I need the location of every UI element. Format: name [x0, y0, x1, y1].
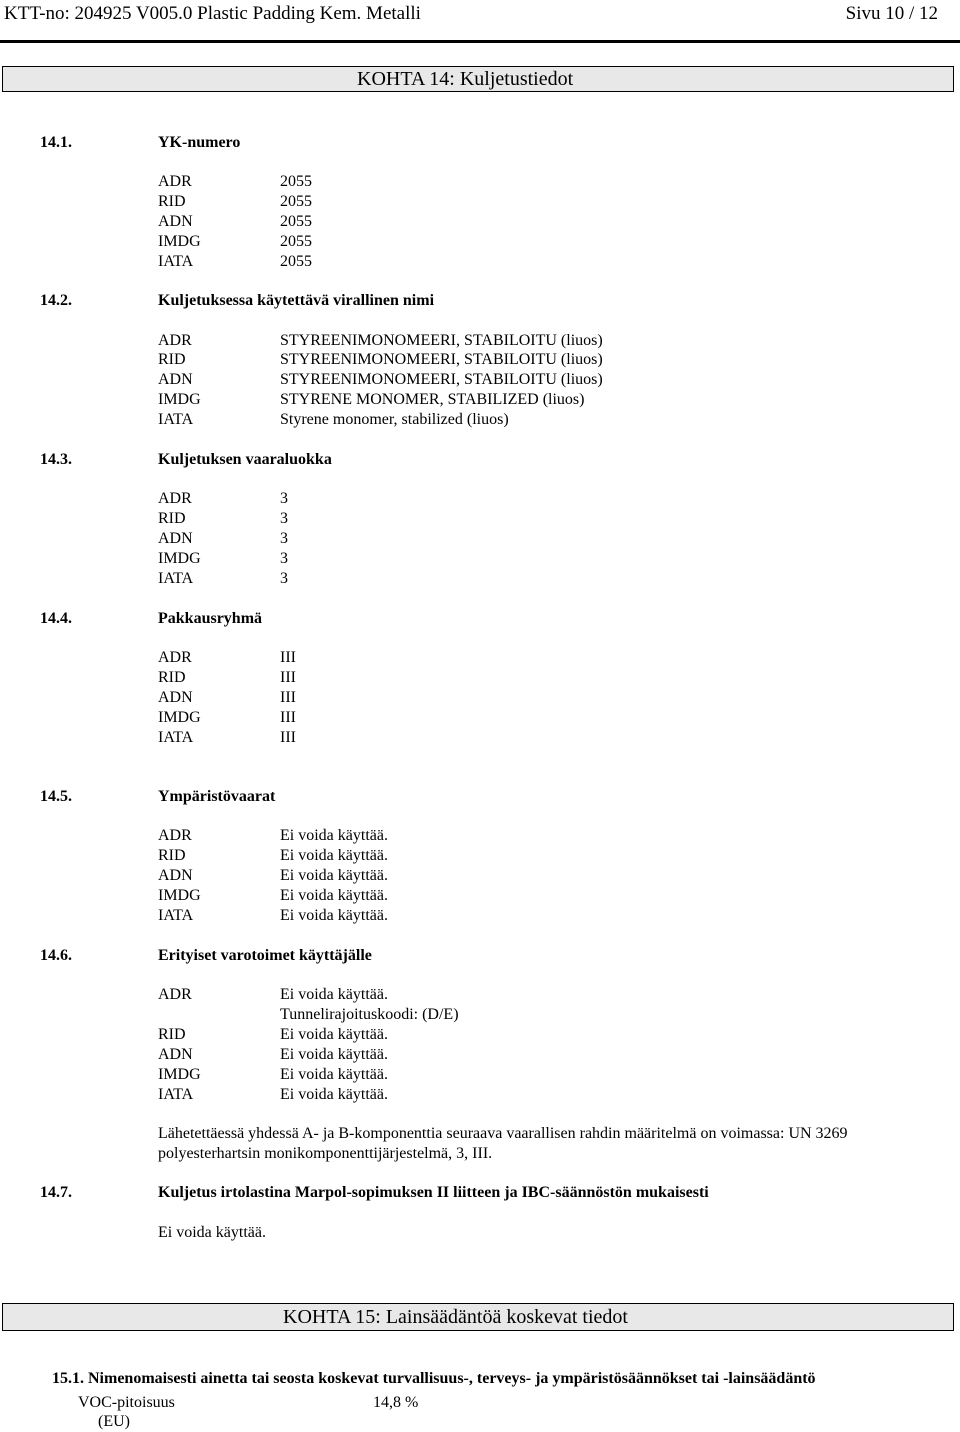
section-15-1-heading: 15.1. Nimenomaisesti ainetta tai seosta koskevat turvallisuus-, terveys- ja ympäristösäännökset tai -lainsäädäntö: [52, 1370, 816, 1387]
document-id: KTT-no: 204925 V005.0 Plastic Padding Kem. Metalli: [4, 3, 421, 24]
section-14-title: KOHTA 14: Kuljetustiedot: [2, 66, 954, 92]
multi-component-note: Lähetettäessä yhdessä A- ja B-komponenttia seuraava vaarallisen rahdin määritelmä on voimassa: UN 3269 polyesterhartsin monikomponenttijärjestelmä, 3, III.: [158, 1125, 848, 1162]
header-divider: [0, 40, 960, 43]
page-header: [4, 0, 960, 24]
section-15-title: KOHTA 15: Lainsäädäntöä koskevat tiedot: [2, 1303, 954, 1331]
voc-label: VOC-pitoisuus: [78, 1394, 175, 1411]
voc-label-eu: (EU): [98, 1413, 130, 1430]
voc-value: 14,8 %: [373, 1394, 419, 1411]
page-number: Sivu 10 / 12: [845, 3, 938, 24]
